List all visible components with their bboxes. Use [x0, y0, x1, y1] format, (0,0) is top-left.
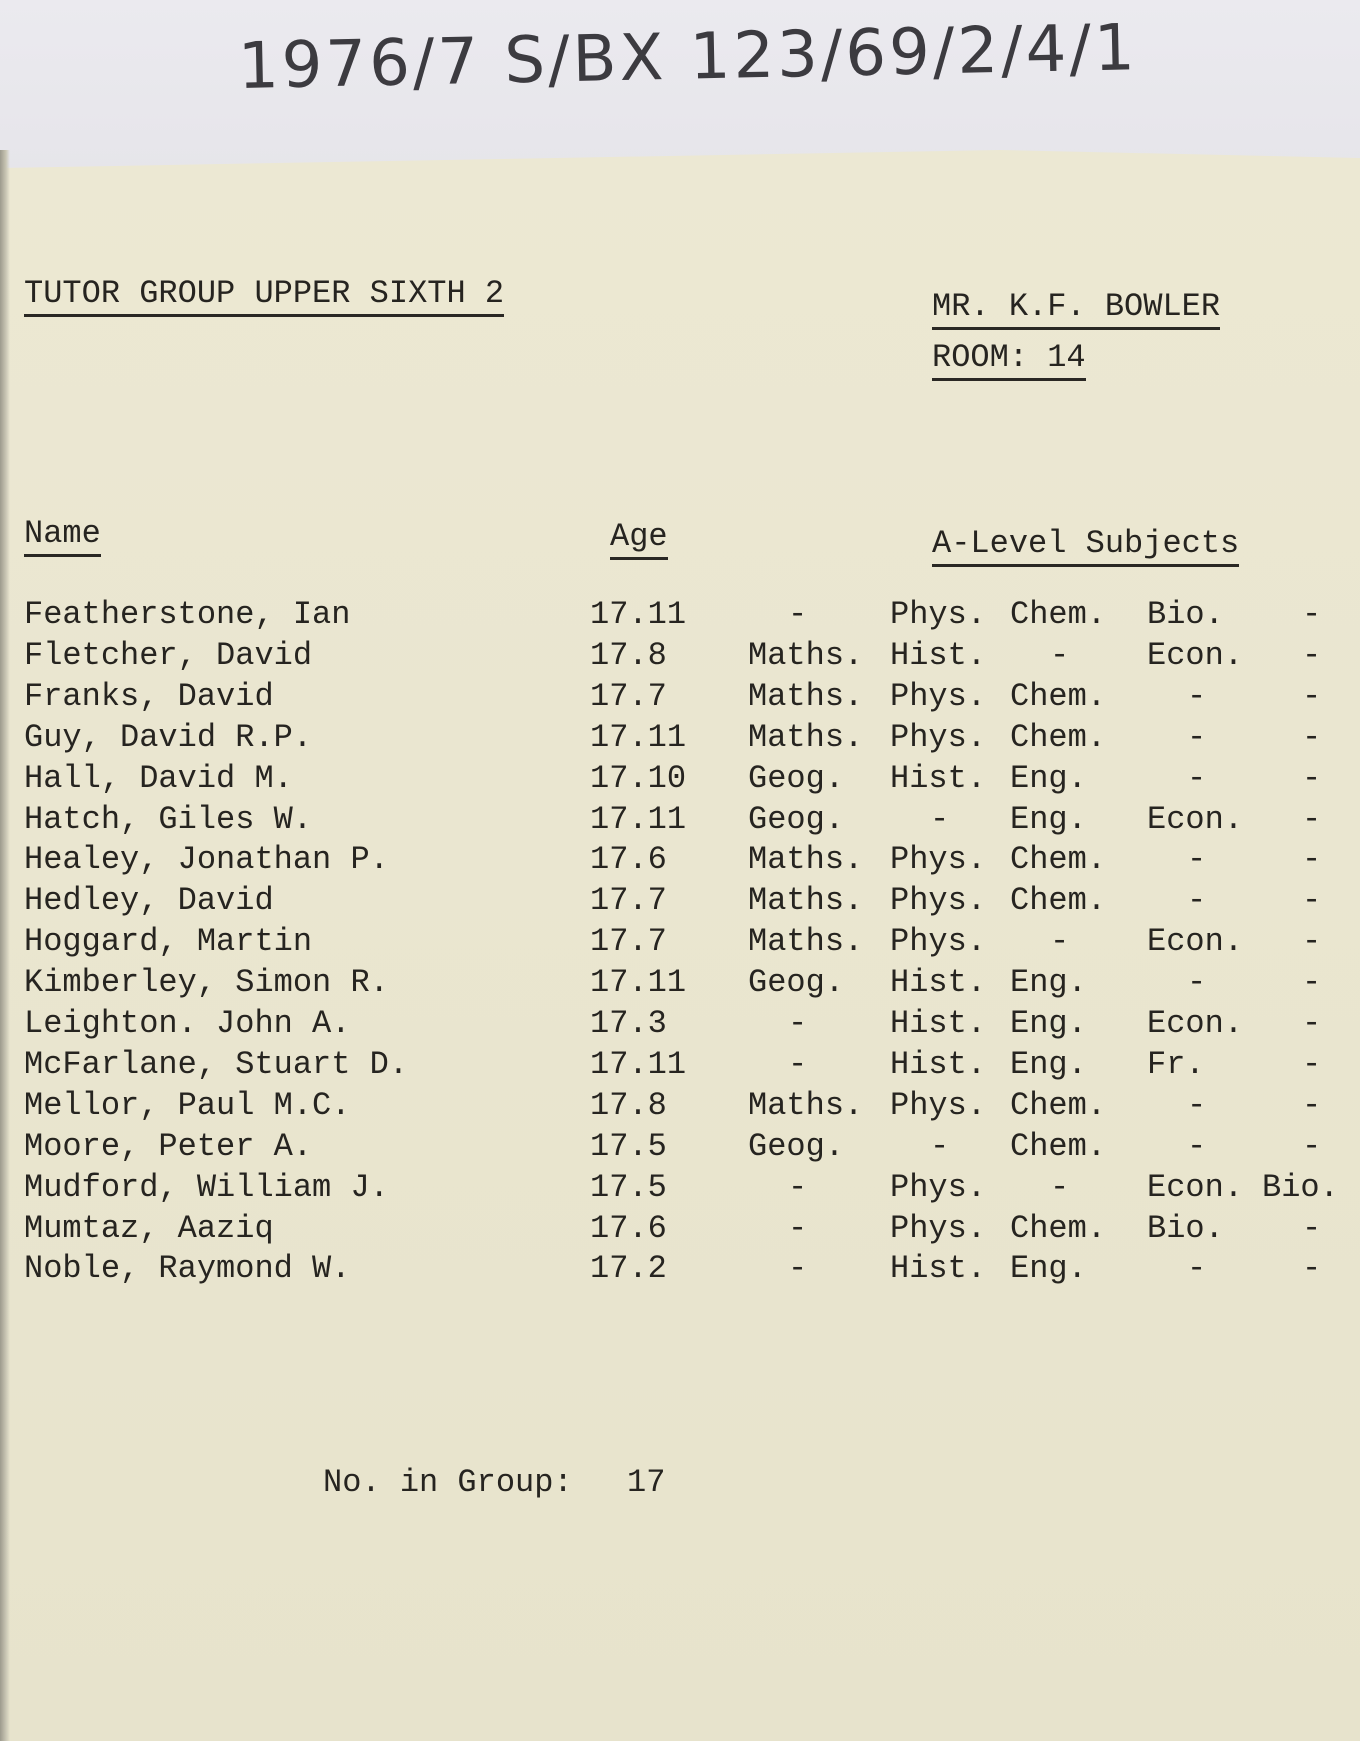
subject-cell: -: [1302, 800, 1322, 838]
subject-cell: Geog.: [748, 800, 845, 838]
subject-cell: -: [1187, 1250, 1207, 1288]
student-age: 17.5: [590, 1168, 667, 1206]
table-row: [0, 760, 1360, 798]
table-row: [0, 1005, 1360, 1043]
subject-cell: Hist.: [890, 1250, 987, 1288]
table-row: [0, 637, 1360, 675]
student-age: 17.5: [590, 1127, 667, 1165]
subject-cell: -: [788, 596, 808, 633]
student-name: Mumtaz, Aaziq: [24, 1209, 274, 1247]
subject-cell: Maths.: [748, 923, 864, 961]
subject-cell: -: [1302, 841, 1322, 879]
subject-cell: -: [1302, 759, 1322, 797]
subject-cell: Geog.: [748, 759, 845, 797]
student-age: 17.11: [590, 800, 687, 838]
subject-cell: Bio.: [1147, 596, 1224, 633]
subject-cell: Fr.: [1147, 1045, 1205, 1083]
subject-cell: -: [1187, 759, 1207, 797]
subject-cell: Phys.: [890, 1168, 987, 1206]
subject-cell: Chem.: [1010, 1086, 1107, 1124]
subject-cell: Maths.: [748, 882, 864, 920]
student-age: 17.11: [590, 964, 687, 1002]
document-title: TUTOR GROUP UPPER SIXTH 2: [24, 278, 504, 317]
table-row: [0, 719, 1360, 757]
student-age: 17.6: [590, 1209, 667, 1247]
student-age: 17.3: [590, 1005, 667, 1042]
subject-cell: Hist.: [890, 964, 987, 1002]
student-name: Mellor, Paul M.C.: [24, 1086, 351, 1124]
room-number: ROOM: 14: [932, 342, 1086, 381]
subject-cell: Maths.: [748, 636, 864, 674]
subject-cell: Chem.: [1010, 1209, 1107, 1247]
subject-cell: -: [1050, 1168, 1070, 1206]
subject-cell: Phys.: [890, 923, 987, 961]
subject-cell: -: [1302, 677, 1322, 715]
student-name: Hoggard, Martin: [24, 923, 313, 961]
subject-cell: -: [1302, 1086, 1322, 1124]
subject-cell: -: [1302, 923, 1322, 961]
student-name: Featherstone, Ian: [24, 596, 351, 633]
subject-cell: -: [1302, 1209, 1322, 1247]
subject-cell: Econ.: [1147, 636, 1244, 674]
student-name: Kimberley, Simon R.: [24, 964, 389, 1002]
column-header-subjects: A-Level Subjects: [932, 528, 1239, 567]
subject-cell: Eng.: [1010, 1005, 1087, 1042]
student-age: 17.7: [590, 882, 667, 920]
student-age: 17.11: [590, 596, 687, 633]
subject-cell: -: [930, 1127, 950, 1165]
subject-cell: Geog.: [748, 964, 845, 1002]
student-name: Healey, Jonathan P.: [24, 841, 389, 879]
subject-cell: Maths.: [748, 677, 864, 715]
subject-cell: Bio.: [1262, 1168, 1339, 1206]
subject-cell: -: [788, 1168, 808, 1206]
subject-cell: Bio.: [1147, 1209, 1224, 1247]
subject-cell: -: [1302, 718, 1322, 756]
student-name: McFarlane, Stuart D.: [24, 1045, 409, 1083]
subject-cell: Phys.: [890, 1209, 987, 1247]
subject-cell: -: [1302, 1127, 1322, 1165]
subject-cell: Chem.: [1010, 882, 1107, 920]
group-count-label: No. in Group:: [323, 1464, 573, 1501]
subject-cell: Chem.: [1010, 677, 1107, 715]
subject-cell: Hist.: [890, 1045, 987, 1083]
student-name: Hall, David M.: [24, 759, 293, 797]
table-row: [0, 1210, 1360, 1248]
subject-cell: -: [1187, 677, 1207, 715]
student-age: 17.2: [590, 1250, 667, 1288]
subject-cell: Econ.: [1147, 1168, 1244, 1206]
subject-cell: -: [788, 1250, 808, 1288]
subject-cell: -: [1187, 718, 1207, 756]
table-row: [0, 964, 1360, 1002]
table-row: [0, 678, 1360, 716]
archive-card: [0, 0, 1360, 175]
subject-cell: -: [1302, 596, 1322, 633]
subject-cell: Phys.: [890, 677, 987, 715]
group-count-value: 17: [627, 1464, 666, 1501]
subject-cell: Phys.: [890, 882, 987, 920]
subject-cell: Chem.: [1010, 841, 1107, 879]
student-age: 17.6: [590, 841, 667, 879]
tutor-name: MR. K.F. BOWLER: [932, 291, 1220, 330]
student-age: 17.11: [590, 1045, 687, 1083]
student-name: Mudford, William J.: [24, 1168, 389, 1206]
student-name: Fletcher, David: [24, 636, 313, 674]
student-age: 17.7: [590, 677, 667, 715]
subject-cell: -: [1187, 841, 1207, 879]
subject-cell: Chem.: [1010, 718, 1107, 756]
subject-cell: Hist.: [890, 759, 987, 797]
subject-cell: -: [1302, 964, 1322, 1002]
subject-cell: -: [930, 800, 950, 838]
student-name: Hatch, Giles W.: [24, 800, 313, 838]
subject-cell: -: [1302, 1005, 1322, 1042]
subject-cell: -: [788, 1005, 808, 1042]
student-name: Leighton. John A.: [24, 1005, 351, 1042]
subject-cell: -: [1302, 1045, 1322, 1083]
subject-cell: -: [1302, 636, 1322, 674]
table-row: [0, 923, 1360, 961]
subject-cell: Econ.: [1147, 1005, 1244, 1042]
table-row: [0, 596, 1360, 634]
student-age: 17.7: [590, 923, 667, 961]
subject-cell: Hist.: [890, 636, 987, 674]
subject-cell: Phys.: [890, 841, 987, 879]
subject-cell: -: [1302, 882, 1322, 920]
subject-cell: Phys.: [890, 718, 987, 756]
table-row: [0, 1087, 1360, 1125]
subject-cell: -: [788, 1045, 808, 1083]
subject-cell: Econ.: [1147, 800, 1244, 838]
student-name: Guy, David R.P.: [24, 718, 313, 756]
subject-cell: Chem.: [1010, 596, 1107, 633]
table-row: [0, 1046, 1360, 1084]
subject-cell: -: [1187, 964, 1207, 1002]
subject-cell: Chem.: [1010, 1127, 1107, 1165]
subject-cell: Eng.: [1010, 1045, 1087, 1083]
subject-cell: -: [1050, 923, 1070, 961]
subject-cell: Phys.: [890, 596, 987, 633]
column-header-age: Age: [610, 521, 668, 560]
table-row: [0, 1250, 1360, 1288]
subject-cell: Maths.: [748, 1086, 864, 1124]
subject-cell: Eng.: [1010, 759, 1087, 797]
table-row: [0, 841, 1360, 879]
subject-cell: Geog.: [748, 1127, 845, 1165]
student-name: Franks, David: [24, 677, 274, 715]
subject-cell: Phys.: [890, 1086, 987, 1124]
table-row: [0, 801, 1360, 839]
student-name: Moore, Peter A.: [24, 1127, 313, 1165]
student-age: 17.10: [590, 759, 687, 797]
subject-cell: Eng.: [1010, 1250, 1087, 1288]
subject-cell: -: [1187, 1127, 1207, 1165]
column-header-name: Name: [24, 518, 101, 557]
subject-cell: -: [1302, 1250, 1322, 1288]
student-name: Hedley, David: [24, 882, 274, 920]
subject-cell: -: [1187, 882, 1207, 920]
subject-cell: Maths.: [748, 841, 864, 879]
student-age: 17.8: [590, 636, 667, 674]
handwritten-archive-reference: 1976/7 S/BX 123/69/2/4/1: [237, 11, 1139, 104]
subject-cell: -: [788, 1209, 808, 1247]
student-age: 17.8: [590, 1086, 667, 1124]
table-row: [0, 1128, 1360, 1166]
student-name: Noble, Raymond W.: [24, 1250, 351, 1288]
subject-cell: Econ.: [1147, 923, 1244, 961]
subject-cell: -: [1187, 1086, 1207, 1124]
subject-cell: Eng.: [1010, 800, 1087, 838]
subject-cell: Eng.: [1010, 964, 1087, 1002]
table-row: [0, 1169, 1360, 1207]
subject-cell: Hist.: [890, 1005, 987, 1042]
subject-cell: Maths.: [748, 718, 864, 756]
table-row: [0, 882, 1360, 920]
subject-cell: -: [1050, 636, 1070, 674]
student-age: 17.11: [590, 718, 687, 756]
